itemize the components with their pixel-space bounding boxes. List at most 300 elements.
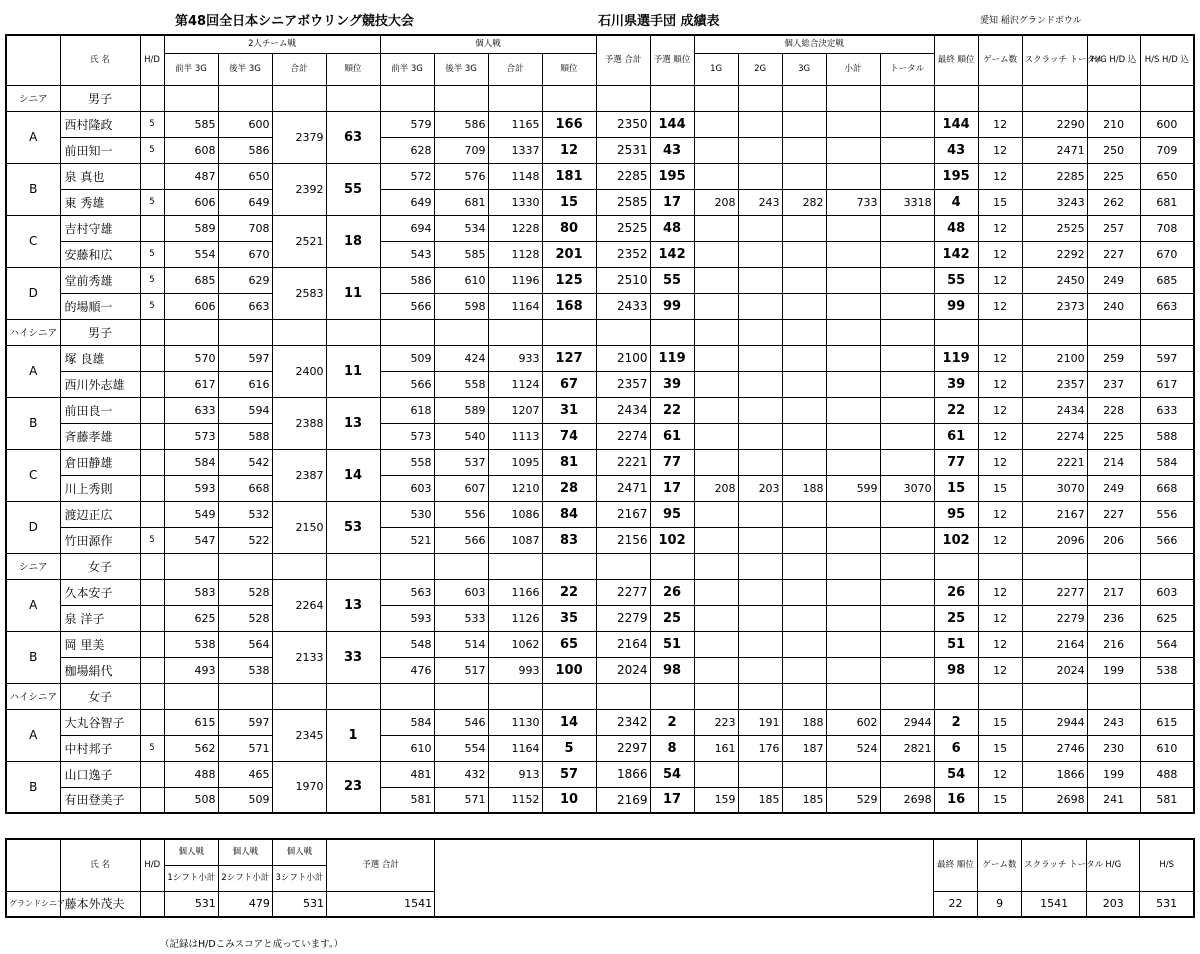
ind-total: 1086 bbox=[488, 501, 542, 527]
hg: 230 bbox=[1087, 735, 1140, 761]
player-name: 堂前秀雄 bbox=[60, 267, 140, 293]
table-row bbox=[6, 371, 1194, 397]
ind-second-half: 556 bbox=[434, 501, 488, 527]
final-g1 bbox=[694, 527, 738, 553]
final-g3 bbox=[782, 267, 826, 293]
grand-hd bbox=[140, 891, 164, 917]
final-g2 bbox=[738, 605, 782, 631]
scratch-total: 3070 bbox=[1022, 475, 1087, 501]
ind-second-half: 534 bbox=[434, 215, 488, 241]
final-g1 bbox=[694, 215, 738, 241]
ind-total: 1087 bbox=[488, 527, 542, 553]
header-blank bbox=[6, 35, 60, 85]
grand-header-shift3: 3シフト小計 bbox=[272, 865, 326, 891]
prelim-total: 2585 bbox=[596, 189, 650, 215]
player-name: 渡辺正広 bbox=[60, 501, 140, 527]
team-first-half: 606 bbox=[164, 293, 218, 319]
team-second-half: 528 bbox=[218, 579, 272, 605]
team-second-half: 588 bbox=[218, 423, 272, 449]
final-subtotal bbox=[826, 657, 880, 683]
hs: 600 bbox=[1140, 111, 1194, 137]
header-ind-rank: 順位 bbox=[542, 53, 596, 85]
hd: 5 bbox=[140, 189, 164, 215]
team-first-half: 615 bbox=[164, 709, 218, 735]
final-total bbox=[880, 241, 934, 267]
player-name: 的場順一 bbox=[60, 293, 140, 319]
team-second-half: 465 bbox=[218, 761, 272, 787]
prelim-total: 2164 bbox=[596, 631, 650, 657]
ind-first-half: 628 bbox=[380, 137, 434, 163]
scratch-total: 2357 bbox=[1022, 371, 1087, 397]
hd bbox=[140, 163, 164, 189]
prelim-total: 2342 bbox=[596, 709, 650, 735]
player-name: 久本安子 bbox=[60, 579, 140, 605]
prelim-rank: 144 bbox=[650, 111, 694, 137]
team-total: 2521 bbox=[272, 215, 326, 267]
grand-header-hs: H/S bbox=[1140, 839, 1194, 891]
hs: 625 bbox=[1140, 605, 1194, 631]
empty-cell bbox=[488, 683, 542, 709]
ind-second-half: 576 bbox=[434, 163, 488, 189]
scratch-total: 2164 bbox=[1022, 631, 1087, 657]
hd: 5 bbox=[140, 293, 164, 319]
table-row bbox=[6, 709, 1194, 735]
team-first-half: 685 bbox=[164, 267, 218, 293]
final-rank: 6 bbox=[934, 735, 978, 761]
empty-cell bbox=[380, 553, 434, 579]
hg: 259 bbox=[1087, 345, 1140, 371]
empty-cell bbox=[650, 553, 694, 579]
scratch-total: 2167 bbox=[1022, 501, 1087, 527]
empty-cell bbox=[1022, 553, 1087, 579]
empty-cell bbox=[1087, 319, 1140, 345]
ind-second-half: 540 bbox=[434, 423, 488, 449]
prelim-rank: 99 bbox=[650, 293, 694, 319]
final-total bbox=[880, 267, 934, 293]
prelim-total: 2156 bbox=[596, 527, 650, 553]
header-scratch: スクラッチ トータル bbox=[1022, 35, 1087, 85]
final-g3 bbox=[782, 657, 826, 683]
team-total: 2133 bbox=[272, 631, 326, 683]
ind-rank: 100 bbox=[542, 657, 596, 683]
header-final-total: トータル bbox=[880, 53, 934, 85]
hs: 564 bbox=[1140, 631, 1194, 657]
division-label: ハイシニア bbox=[6, 683, 60, 709]
final-g2 bbox=[738, 163, 782, 189]
player-name: 大丸谷智子 bbox=[60, 709, 140, 735]
player-name: 山口逸子 bbox=[60, 761, 140, 787]
ind-first-half: 509 bbox=[380, 345, 434, 371]
header-ind-first-half: 前半 3G bbox=[380, 53, 434, 85]
hs: 588 bbox=[1140, 423, 1194, 449]
hd bbox=[140, 475, 164, 501]
final-g3 bbox=[782, 137, 826, 163]
grand-header-hg: H/G bbox=[1087, 839, 1140, 891]
final-g3 bbox=[782, 215, 826, 241]
games: 12 bbox=[978, 631, 1022, 657]
scratch-total: 2525 bbox=[1022, 215, 1087, 241]
final-g3 bbox=[782, 371, 826, 397]
ind-total: 1330 bbox=[488, 189, 542, 215]
team-total: 2387 bbox=[272, 449, 326, 501]
grand-header-hd: H/D bbox=[140, 839, 164, 891]
grand-header-blank bbox=[6, 839, 60, 891]
team-first-half: 493 bbox=[164, 657, 218, 683]
prelim-total: 2297 bbox=[596, 735, 650, 761]
final-g3 bbox=[782, 761, 826, 787]
ind-rank: 15 bbox=[542, 189, 596, 215]
empty-cell bbox=[1022, 683, 1087, 709]
player-name: 西村隆政 bbox=[60, 111, 140, 137]
final-total bbox=[880, 761, 934, 787]
empty-cell bbox=[880, 683, 934, 709]
prelim-total: 2169 bbox=[596, 787, 650, 813]
final-g3 bbox=[782, 241, 826, 267]
empty-cell bbox=[218, 319, 272, 345]
games: 12 bbox=[978, 657, 1022, 683]
team-first-half: 538 bbox=[164, 631, 218, 657]
player-name: 中村邦子 bbox=[60, 735, 140, 761]
final-g2: 185 bbox=[738, 787, 782, 813]
final-g3 bbox=[782, 631, 826, 657]
team-second-half: 522 bbox=[218, 527, 272, 553]
final-g3: 188 bbox=[782, 709, 826, 735]
team-first-half: 487 bbox=[164, 163, 218, 189]
grand-shift1: 531 bbox=[164, 891, 218, 917]
ind-rank: 57 bbox=[542, 761, 596, 787]
empty-cell bbox=[488, 319, 542, 345]
prelim-rank: 22 bbox=[650, 397, 694, 423]
table-row bbox=[6, 605, 1194, 631]
ind-second-half: 546 bbox=[434, 709, 488, 735]
empty-cell bbox=[542, 319, 596, 345]
empty-cell bbox=[1087, 85, 1140, 111]
hd: 5 bbox=[140, 267, 164, 293]
empty-cell bbox=[326, 683, 380, 709]
hg: 214 bbox=[1087, 449, 1140, 475]
ind-first-half: 593 bbox=[380, 605, 434, 631]
final-total bbox=[880, 111, 934, 137]
team-letter: B bbox=[6, 397, 60, 449]
player-name: 枷場絹代 bbox=[60, 657, 140, 683]
hg: 227 bbox=[1087, 501, 1140, 527]
final-g2 bbox=[738, 267, 782, 293]
ind-rank: 5 bbox=[542, 735, 596, 761]
final-g3 bbox=[782, 579, 826, 605]
hs: 650 bbox=[1140, 163, 1194, 189]
team-second-half: 649 bbox=[218, 189, 272, 215]
player-name: 斉藤孝雄 bbox=[60, 423, 140, 449]
scratch-total: 2221 bbox=[1022, 449, 1087, 475]
grand-header-ind-1: 個人戦 bbox=[164, 839, 218, 865]
gender-label: 女子 bbox=[60, 683, 140, 709]
team-first-half: 570 bbox=[164, 345, 218, 371]
empty-cell bbox=[826, 553, 880, 579]
prelim-rank: 195 bbox=[650, 163, 694, 189]
ind-first-half: 573 bbox=[380, 423, 434, 449]
games: 15 bbox=[978, 735, 1022, 761]
table-row bbox=[6, 345, 1194, 371]
final-g2 bbox=[738, 579, 782, 605]
hd bbox=[140, 449, 164, 475]
ind-rank: 84 bbox=[542, 501, 596, 527]
hg: 237 bbox=[1087, 371, 1140, 397]
team-rank: 53 bbox=[326, 501, 380, 553]
final-rank: 95 bbox=[934, 501, 978, 527]
hs: 584 bbox=[1140, 449, 1194, 475]
final-subtotal bbox=[826, 267, 880, 293]
empty-cell bbox=[978, 683, 1022, 709]
prelim-rank: 2 bbox=[650, 709, 694, 735]
header-name: 氏 名 bbox=[60, 35, 140, 85]
final-subtotal bbox=[826, 215, 880, 241]
player-name: 竹田源作 bbox=[60, 527, 140, 553]
final-subtotal bbox=[826, 241, 880, 267]
hd bbox=[140, 787, 164, 813]
grand-header-ind-3: 個人戦 bbox=[272, 839, 326, 865]
empty-cell bbox=[650, 683, 694, 709]
scratch-total: 2290 bbox=[1022, 111, 1087, 137]
prelim-rank: 61 bbox=[650, 423, 694, 449]
ind-second-half: 607 bbox=[434, 475, 488, 501]
empty-cell bbox=[596, 85, 650, 111]
final-rank: 43 bbox=[934, 137, 978, 163]
team-first-half: 554 bbox=[164, 241, 218, 267]
final-g2: 176 bbox=[738, 735, 782, 761]
scratch-total: 2450 bbox=[1022, 267, 1087, 293]
ind-second-half: 598 bbox=[434, 293, 488, 319]
header-prelim-total: 予選 合計 bbox=[596, 35, 650, 85]
prelim-rank: 102 bbox=[650, 527, 694, 553]
team-letter: A bbox=[6, 709, 60, 761]
team-rank: 11 bbox=[326, 267, 380, 319]
games: 12 bbox=[978, 449, 1022, 475]
final-subtotal bbox=[826, 345, 880, 371]
player-name: 前田良一 bbox=[60, 397, 140, 423]
ind-first-half: 649 bbox=[380, 189, 434, 215]
empty-cell bbox=[596, 319, 650, 345]
final-g2 bbox=[738, 137, 782, 163]
prelim-total: 2024 bbox=[596, 657, 650, 683]
final-rank: 15 bbox=[934, 475, 978, 501]
grand-header-prelim-total: 予選 合計 bbox=[326, 839, 434, 891]
empty-cell bbox=[326, 553, 380, 579]
empty-cell bbox=[380, 319, 434, 345]
empty-cell bbox=[380, 683, 434, 709]
ind-first-half: 566 bbox=[380, 371, 434, 397]
final-total bbox=[880, 423, 934, 449]
table-row bbox=[6, 657, 1194, 683]
final-g2 bbox=[738, 449, 782, 475]
empty-cell bbox=[1022, 319, 1087, 345]
prelim-rank: 119 bbox=[650, 345, 694, 371]
scratch-total: 2024 bbox=[1022, 657, 1087, 683]
ind-second-half: 517 bbox=[434, 657, 488, 683]
final-g2 bbox=[738, 397, 782, 423]
team-second-half: 532 bbox=[218, 501, 272, 527]
team-rank: 55 bbox=[326, 163, 380, 215]
ind-total: 1166 bbox=[488, 579, 542, 605]
player-name: 前田知一 bbox=[60, 137, 140, 163]
ind-second-half: 681 bbox=[434, 189, 488, 215]
final-rank: 102 bbox=[934, 527, 978, 553]
header-hg: H/G H/D 込 bbox=[1087, 35, 1140, 85]
ind-rank: 67 bbox=[542, 371, 596, 397]
hg: 241 bbox=[1087, 787, 1140, 813]
final-rank: 54 bbox=[934, 761, 978, 787]
hd bbox=[140, 605, 164, 631]
scratch-total: 2698 bbox=[1022, 787, 1087, 813]
final-subtotal bbox=[826, 527, 880, 553]
prelim-total: 2434 bbox=[596, 397, 650, 423]
grand-header-name: 氏 名 bbox=[60, 839, 140, 891]
team-letter: C bbox=[6, 449, 60, 501]
empty-cell bbox=[326, 319, 380, 345]
empty-cell bbox=[140, 85, 164, 111]
empty-cell bbox=[272, 553, 326, 579]
gender-label: 女子 bbox=[60, 553, 140, 579]
hs: 556 bbox=[1140, 501, 1194, 527]
scratch-total: 2279 bbox=[1022, 605, 1087, 631]
team-second-half: 668 bbox=[218, 475, 272, 501]
empty-cell bbox=[826, 85, 880, 111]
ind-rank: 10 bbox=[542, 787, 596, 813]
gender-label: 男子 bbox=[60, 319, 140, 345]
ind-total: 1196 bbox=[488, 267, 542, 293]
table-row bbox=[6, 241, 1194, 267]
final-rank: 2 bbox=[934, 709, 978, 735]
final-g2 bbox=[738, 111, 782, 137]
ind-first-half: 563 bbox=[380, 579, 434, 605]
final-subtotal: 524 bbox=[826, 735, 880, 761]
header-hd: H/D bbox=[140, 35, 164, 85]
empty-cell bbox=[694, 319, 738, 345]
hg: 262 bbox=[1087, 189, 1140, 215]
header-hs: H/S H/D 込 bbox=[1140, 35, 1194, 85]
final-subtotal bbox=[826, 501, 880, 527]
ind-second-half: 537 bbox=[434, 449, 488, 475]
empty-cell bbox=[978, 319, 1022, 345]
header-subtotal: 小計 bbox=[826, 53, 880, 85]
division-label: シニア bbox=[6, 553, 60, 579]
scratch-total: 2292 bbox=[1022, 241, 1087, 267]
tournament-title: 第48回全日本シニアボウリング競技大会 bbox=[175, 14, 414, 29]
hd bbox=[140, 397, 164, 423]
final-total bbox=[880, 657, 934, 683]
ind-total: 1165 bbox=[488, 111, 542, 137]
hd: 5 bbox=[140, 137, 164, 163]
results-table bbox=[5, 34, 1195, 814]
team-second-half: 650 bbox=[218, 163, 272, 189]
ind-total: 1210 bbox=[488, 475, 542, 501]
table-row bbox=[6, 631, 1194, 657]
empty-cell bbox=[934, 553, 978, 579]
hg: 216 bbox=[1087, 631, 1140, 657]
header-final-rank: 最終 順位 bbox=[934, 35, 978, 85]
grand-scratch: 1541 bbox=[1022, 891, 1087, 917]
hd bbox=[140, 761, 164, 787]
final-subtotal bbox=[826, 449, 880, 475]
empty-cell bbox=[140, 683, 164, 709]
hs: 668 bbox=[1140, 475, 1194, 501]
team-first-half: 562 bbox=[164, 735, 218, 761]
hg: 210 bbox=[1087, 111, 1140, 137]
team-second-half: 597 bbox=[218, 345, 272, 371]
hd bbox=[140, 215, 164, 241]
footnote: （記録はH/Dこみスコアと成っています。） bbox=[160, 939, 344, 950]
prelim-total: 2531 bbox=[596, 137, 650, 163]
final-g3: 185 bbox=[782, 787, 826, 813]
player-name: 有田登美子 bbox=[60, 787, 140, 813]
final-g1: 208 bbox=[694, 475, 738, 501]
team-second-half: 594 bbox=[218, 397, 272, 423]
prelim-total: 2525 bbox=[596, 215, 650, 241]
games: 12 bbox=[978, 293, 1022, 319]
team-letter: A bbox=[6, 579, 60, 631]
final-rank: 61 bbox=[934, 423, 978, 449]
ind-second-half: 571 bbox=[434, 787, 488, 813]
empty-cell bbox=[272, 319, 326, 345]
final-rank: 25 bbox=[934, 605, 978, 631]
final-g3 bbox=[782, 163, 826, 189]
games: 12 bbox=[978, 163, 1022, 189]
empty-cell bbox=[934, 85, 978, 111]
empty-cell bbox=[782, 319, 826, 345]
final-subtotal bbox=[826, 293, 880, 319]
player-name: 吉村守雄 bbox=[60, 215, 140, 241]
hg: 199 bbox=[1087, 657, 1140, 683]
empty-cell bbox=[218, 683, 272, 709]
empty-cell bbox=[738, 553, 782, 579]
team-rank: 33 bbox=[326, 631, 380, 683]
empty-cell bbox=[1140, 683, 1194, 709]
prelim-rank: 17 bbox=[650, 787, 694, 813]
hg: 199 bbox=[1087, 761, 1140, 787]
final-g1 bbox=[694, 761, 738, 787]
empty-cell bbox=[782, 553, 826, 579]
final-subtotal: 599 bbox=[826, 475, 880, 501]
empty-cell bbox=[782, 683, 826, 709]
table-row bbox=[6, 761, 1194, 787]
final-total bbox=[880, 371, 934, 397]
grand-header-shift1: 1シフト小計 bbox=[164, 865, 218, 891]
empty-cell bbox=[488, 85, 542, 111]
table-row bbox=[6, 163, 1194, 189]
table-row bbox=[6, 527, 1194, 553]
empty-cell bbox=[650, 85, 694, 111]
team-rank: 63 bbox=[326, 111, 380, 163]
final-g3 bbox=[782, 423, 826, 449]
prelim-rank: 25 bbox=[650, 605, 694, 631]
scratch-total: 2944 bbox=[1022, 709, 1087, 735]
empty-cell bbox=[738, 683, 782, 709]
grand-senior-table bbox=[5, 838, 1195, 918]
scratch-total: 2277 bbox=[1022, 579, 1087, 605]
prelim-rank: 8 bbox=[650, 735, 694, 761]
header-team-event: 2人チーム戦 bbox=[164, 35, 380, 53]
ind-second-half: 514 bbox=[434, 631, 488, 657]
final-total: 2698 bbox=[880, 787, 934, 813]
grand-header-ind-2: 個人戦 bbox=[218, 839, 272, 865]
header-ind-total: 合計 bbox=[488, 53, 542, 85]
team-second-half: 597 bbox=[218, 709, 272, 735]
header-g1: 1G bbox=[694, 53, 738, 85]
hs: 610 bbox=[1140, 735, 1194, 761]
empty-cell bbox=[326, 85, 380, 111]
grand-final-rank: 22 bbox=[933, 891, 977, 917]
table-row bbox=[6, 397, 1194, 423]
hg: 249 bbox=[1087, 267, 1140, 293]
